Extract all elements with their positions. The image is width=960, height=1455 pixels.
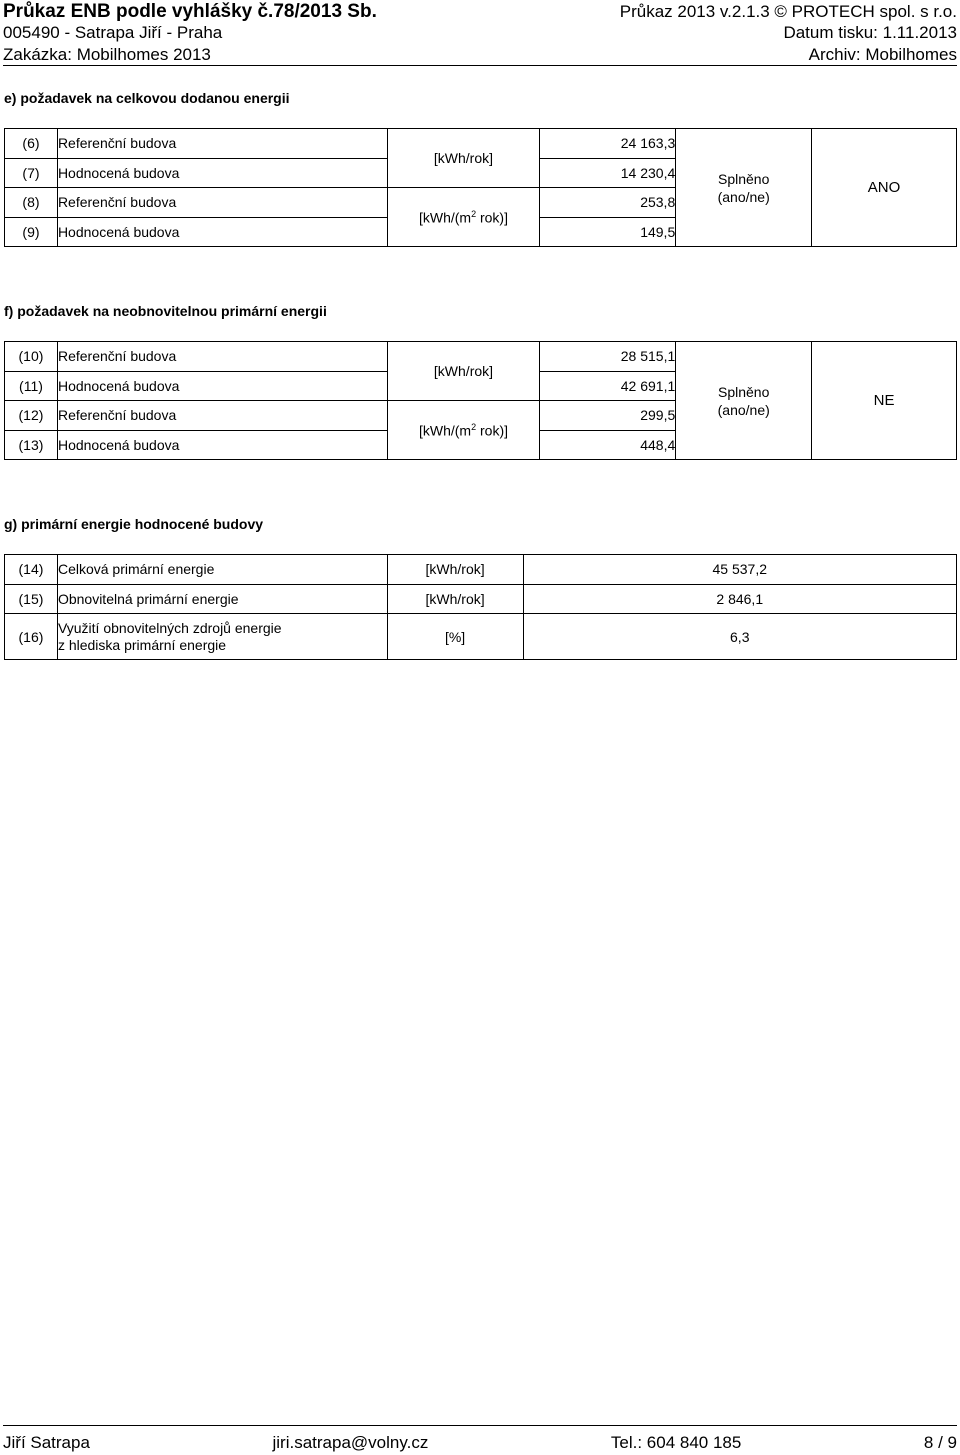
- page-header: [3, 0, 957, 66]
- section-g-title: g) primární energie hodnocené budovy: [4, 516, 264, 532]
- unit-cell: [kWh/rok]: [387, 129, 540, 188]
- row-number: (15): [5, 584, 58, 614]
- fulfilled-header: [676, 129, 812, 247]
- row-number: (13): [5, 430, 58, 460]
- archive-info: Archiv: Mobilhomes: [808, 45, 957, 64]
- row-value: 45 537,2: [523, 555, 956, 585]
- fulfilled-label: Splněno: [718, 383, 770, 400]
- row-number: (9): [5, 217, 58, 247]
- header-row-3: [3, 45, 957, 65]
- table-row: [5, 555, 957, 585]
- row-value: 448,4: [540, 430, 676, 460]
- document-title: Průkaz ENB podle vyhlášky č.78/2013 Sb.: [3, 1, 377, 22]
- row-value: 24 163,3: [540, 129, 676, 159]
- row-number: (8): [5, 188, 58, 218]
- row-label-line1: Využití obnovitelných zdrojů energie: [57, 619, 282, 636]
- footer-author: Jiří Satrapa: [3, 1432, 90, 1452]
- table-row: [5, 129, 957, 159]
- table-row: [5, 584, 957, 614]
- section-e-table: [4, 128, 957, 247]
- row-label: Referenční budova: [57, 342, 387, 372]
- row-label: Obnovitelná primární energie: [57, 584, 387, 614]
- section-e-title: e) požadavek na celkovou dodanou energii: [4, 90, 290, 106]
- section-f-table: [4, 341, 957, 460]
- row-label: Hodnocená budova: [57, 158, 387, 188]
- row-unit: [kWh/rok]: [387, 584, 523, 614]
- fulfilled-options: (ano/ne): [717, 188, 770, 205]
- row-number: (6): [5, 129, 58, 159]
- header-row-1: [3, 2, 957, 22]
- unit-cell: [387, 188, 540, 247]
- result-value: NE: [812, 342, 957, 460]
- row-label: Referenční budova: [57, 401, 387, 431]
- row-label: Celková primární energie: [57, 555, 387, 585]
- client-info: 005490 - Satrapa Jiří - Praha: [3, 23, 223, 42]
- row-label: Hodnocená budova: [57, 430, 387, 460]
- row-value: 42 691,1: [540, 371, 676, 401]
- fulfilled-options: (ano/ne): [717, 401, 770, 418]
- order-info: Zakázka: Mobilhomes 2013: [3, 45, 211, 64]
- footer-email: jiri.satrapa@volny.cz: [272, 1432, 429, 1452]
- row-value: 14 230,4: [540, 158, 676, 188]
- unit-exponent: 2: [471, 421, 477, 432]
- page-footer: [3, 1425, 957, 1455]
- row-label-line2: z hlediska primární energie: [57, 636, 227, 653]
- footer-phone: Tel.: 604 840 185: [610, 1432, 742, 1452]
- section-g-table: [4, 554, 957, 660]
- unit-exponent: 2: [471, 208, 477, 219]
- section-f-title: f) požadavek na neobnovitelnou primární energii: [4, 303, 327, 319]
- unit-pre: [kWh/(m: [418, 209, 472, 226]
- page-number: 8 / 9: [923, 1432, 957, 1452]
- row-number: (12): [5, 401, 58, 431]
- row-value: 6,3: [523, 614, 956, 660]
- row-value: 299,5: [540, 401, 676, 431]
- unit-pre: [kWh/(m: [418, 422, 472, 439]
- row-label: Hodnocená budova: [57, 371, 387, 401]
- row-unit: [%]: [387, 614, 523, 660]
- row-value: 149,5: [540, 217, 676, 247]
- unit-post: rok)]: [476, 422, 508, 439]
- table-row: [5, 342, 957, 372]
- row-value: 253,8: [540, 188, 676, 218]
- row-label: [57, 614, 387, 660]
- header-row-2: [3, 23, 957, 43]
- result-value: ANO: [812, 129, 957, 247]
- row-label: Referenční budova: [57, 129, 387, 159]
- row-number: (16): [5, 614, 58, 660]
- row-value: 2 846,1: [523, 584, 956, 614]
- row-value: 28 515,1: [540, 342, 676, 372]
- table-row: [5, 614, 957, 660]
- unit-post: rok)]: [476, 209, 508, 226]
- row-number: (14): [5, 555, 58, 585]
- print-date: Datum tisku: 1.11.2013: [783, 23, 957, 42]
- unit-cell: [387, 401, 540, 460]
- row-number: (11): [5, 371, 58, 401]
- unit-cell: [kWh/rok]: [387, 342, 540, 401]
- row-number: (7): [5, 158, 58, 188]
- fulfilled-label: Splněno: [717, 170, 770, 187]
- software-version: Průkaz 2013 v.2.1.3 © PROTECH spol. s r.o.: [619, 2, 957, 21]
- row-label: Referenční budova: [57, 188, 387, 218]
- row-unit: [kWh/rok]: [387, 555, 523, 585]
- fulfilled-header: [676, 342, 812, 460]
- row-label: Hodnocená budova: [57, 217, 387, 247]
- row-number: (10): [5, 342, 58, 372]
